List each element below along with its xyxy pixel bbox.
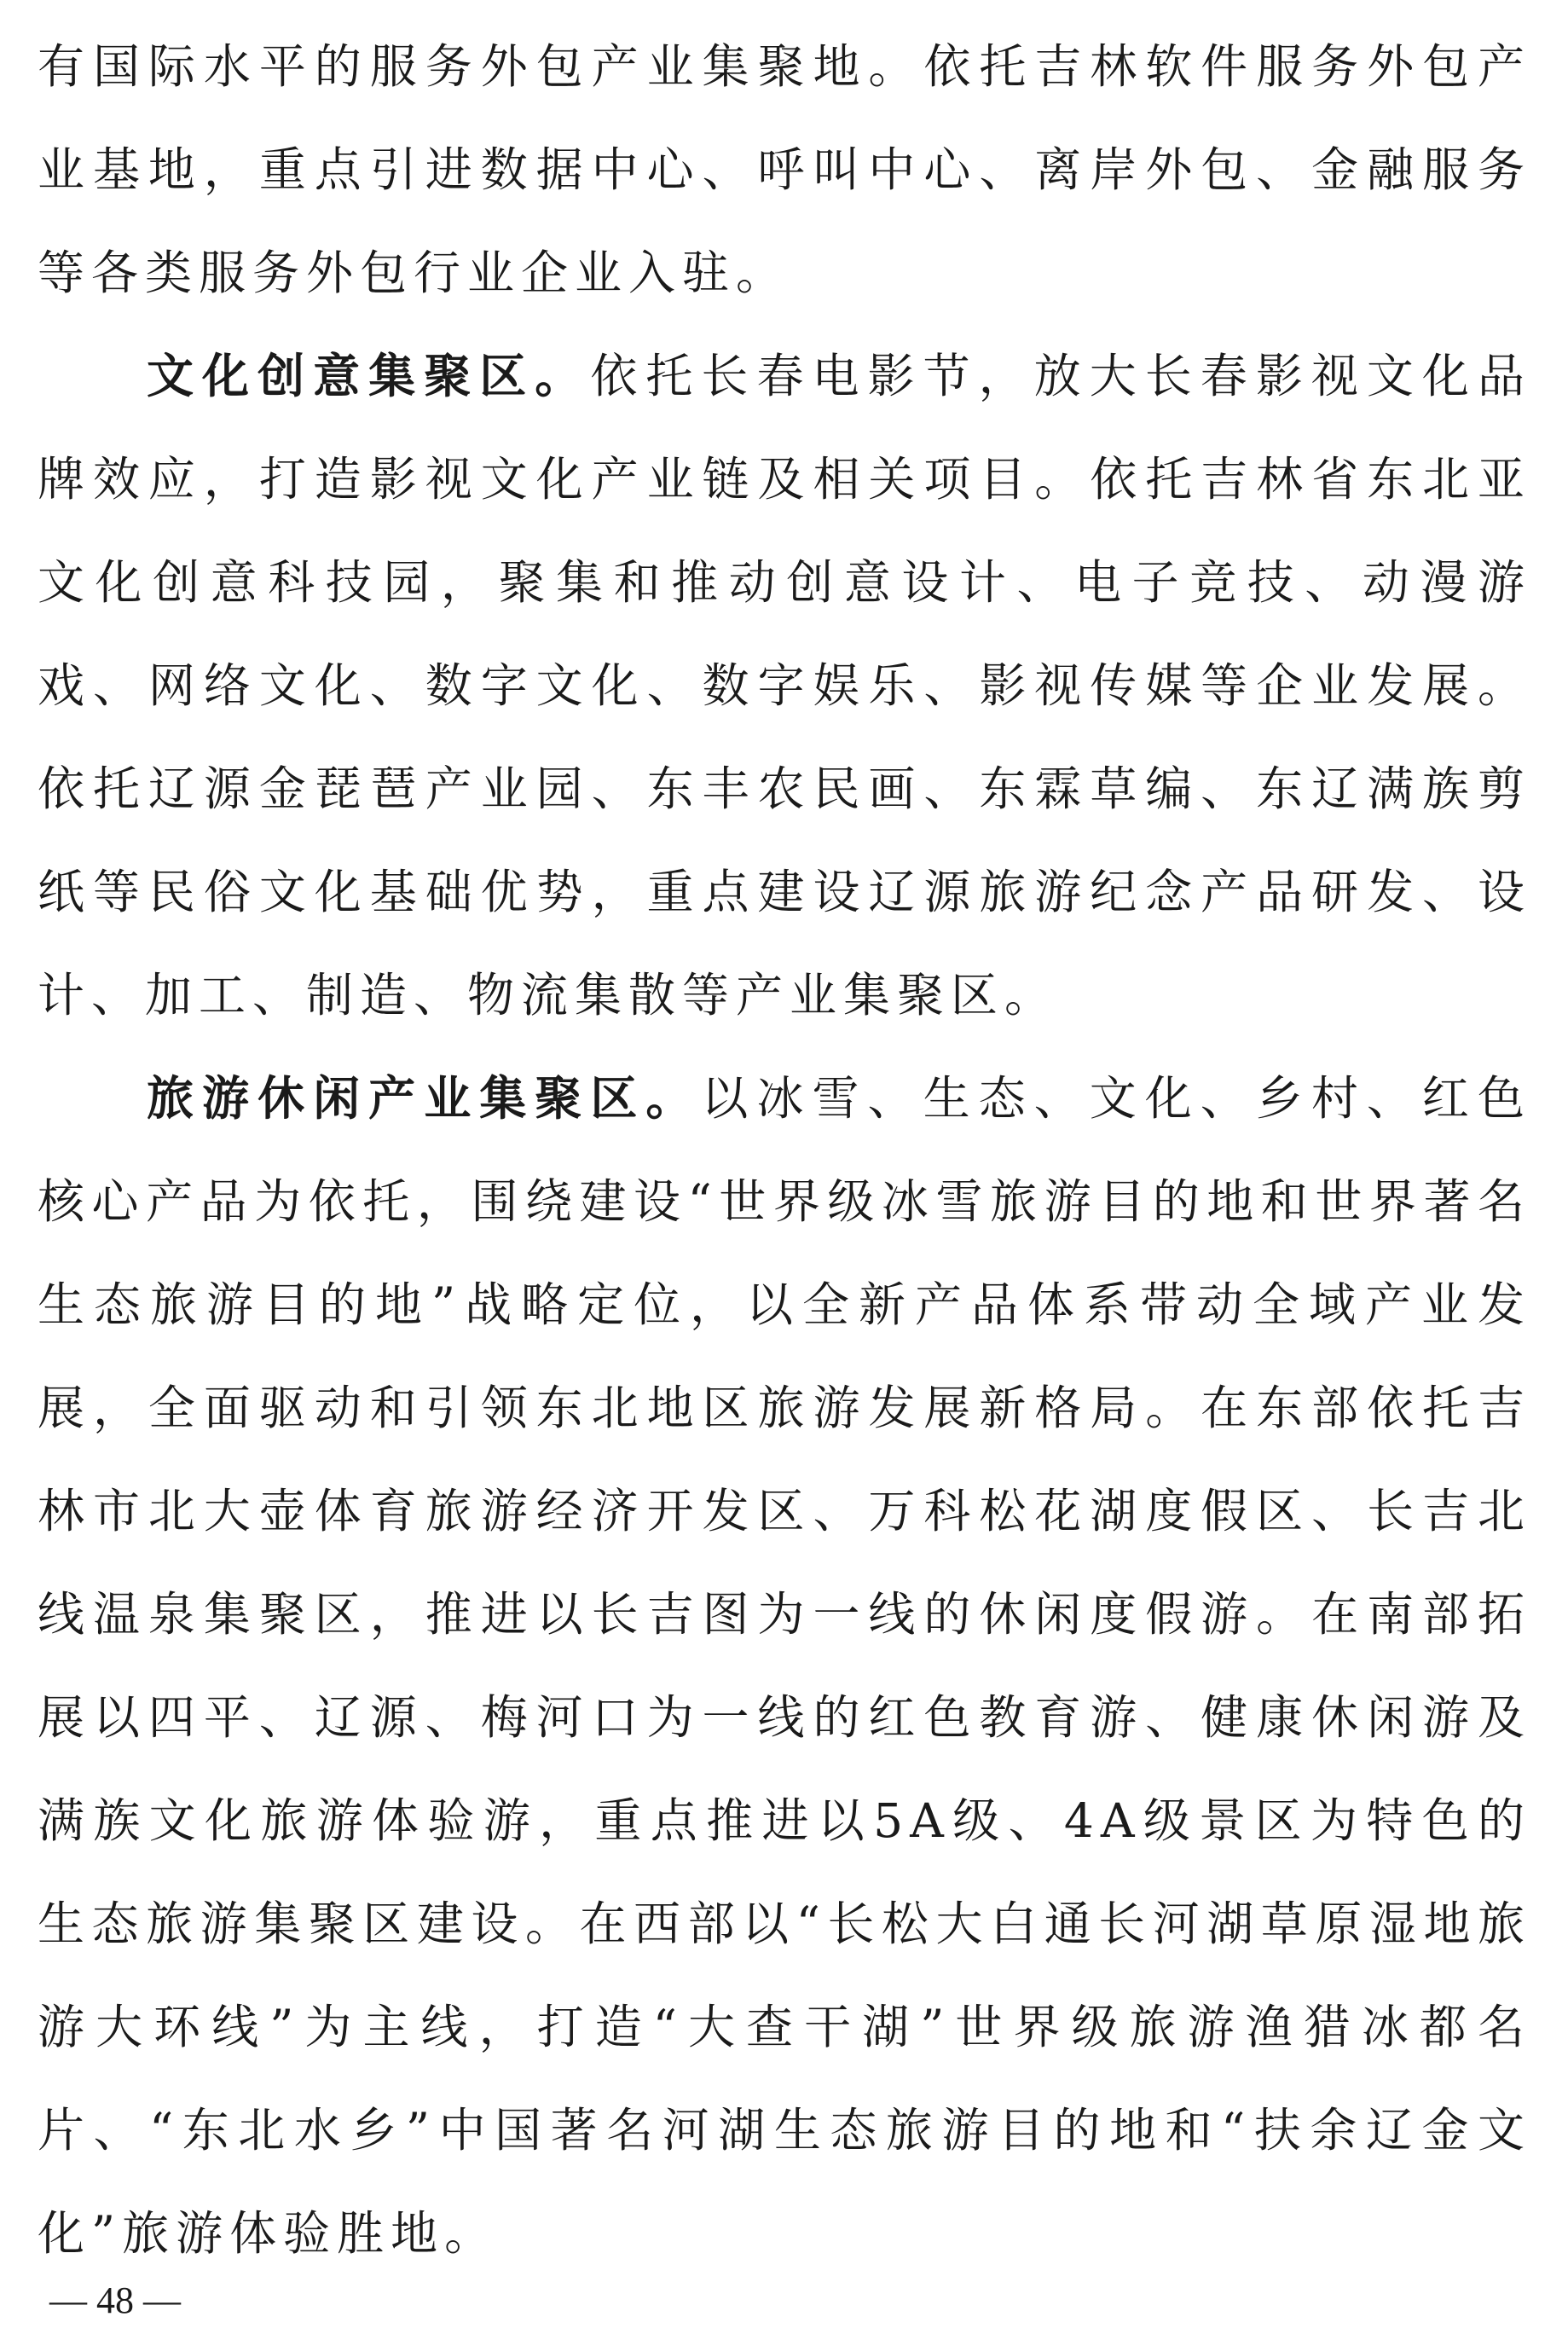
section-heading-tourism-leisure: 旅游休闲产业集聚区。 (147, 1071, 702, 1126)
paragraph-text: 有国际水平的服务外包产业集聚地。依托吉林软件服务外包产业基地，重点引进数据中心、呼叫中心、离岸外包、金融服务等各类服务外包行业企业入驻。 (38, 39, 1531, 300)
paragraph-text: 以冰雪、生态、文化、乡村、红色核心产品为依托，围绕建设“世界级冰雪旅游目的地和世界著名生态旅游目的地”战略定位，以全新产品体系带动全域产业发展，全面驱动和引领东北地区旅游发展新格局。在东部依托吉林市北大壶体育旅游经济开发区、万科松花湖度假区、长吉北线温泉集聚区，推进以长吉图为一线的休闲度假游。在南部拓展以四平、辽源、梅河口为一线的红色教育游、健康休闲游及满族文化旅游体验游，重点推进以5A级、4A级景区为特色的生态旅游集聚区建设。在西部以“长松大白通长河湖草原湿地旅游大环线”为主线，打造“大查干湖”世界级旅游渔猎冰都名片、“东北水乡”中国著名河湖生态旅游目的地和“扶余辽金文化”旅游体验胜地。 (38, 1071, 1531, 2261)
paragraph-service-outsourcing-continuation (38, 15, 1531, 325)
section-heading-cultural-creative: 文化创意集聚区。 (147, 349, 591, 403)
paragraph-cultural-creative-zone (38, 325, 1531, 1047)
document-body (38, 15, 1531, 2285)
paragraph-tourism-leisure-zone (38, 1047, 1531, 2285)
page-number: — 48 — (49, 2279, 181, 2321)
paragraph-text: 依托长春电影节，放大长春影视文化品牌效应，打造影视文化产业链及相关项目。依托吉林省东北亚文化创意科技园，聚集和推动创意设计、电子竞技、动漫游戏、网络文化、数字文化、数字娱乐、影视传媒等企业发展。依托辽源金琵琶产业园、东丰农民画、东霖草编、东辽满族剪纸等民俗文化基础优势，重点建设辽源旅游纪念产品研发、设计、加工、制造、物流集散等产业集聚区。 (38, 349, 1531, 1022)
